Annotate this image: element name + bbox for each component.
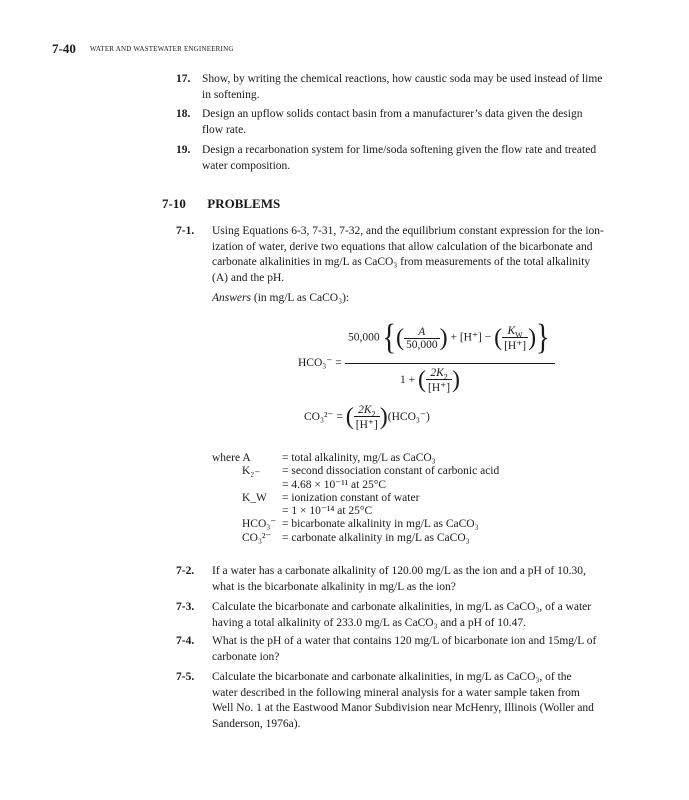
problem-number: 7-5. [176, 671, 195, 683]
objective-line: Show, by writing the chemical reactions, how caustic soda may be used instead of lime [202, 73, 603, 85]
problem-line: Well No. 1 at the Eastwood Manor Subdivision near McHenry, Illinois (Woller and [212, 702, 594, 715]
objective-line: water composition. [202, 159, 291, 172]
problem-line: What is the pH of a water that contains 120 mg/L of bicarbonate ion and 15mg/L of [212, 635, 597, 647]
hco3-equation-numerator: 50,000 {( $\frac{A}{50,000}$ ) + [H⁺] − ( $\frac{K_W}{[H^+]}$ )} [348, 317, 550, 358]
problem-line: carbonate alkalinities in mg/L as CaCO₃ from measurements of the total alkalinity [212, 256, 591, 269]
k2-fraction: $\frac{2K_2}{[H^+]}$ [428, 367, 451, 394]
section-title: PROBLEMS [207, 196, 281, 211]
objective-line: in softening. [202, 88, 260, 101]
section-heading [162, 196, 280, 212]
equation-lhs: CO₃²⁻ = [304, 411, 343, 424]
hco3-equation-lhs [298, 355, 342, 369]
hco3-equation-denominator: 1 + ( $\frac{2K_2}{[H^+]}$ ) [400, 367, 461, 394]
problem-line: If a water has a carbonate alkalinity of 120.00 mg/L as the ion and a pH of 10.30, [212, 565, 586, 577]
page-number: 7-40 [52, 41, 76, 56]
textbook-page: 7-40 WATER AND WASTEWATER ENGINEERING 17. Show, by writing the chemical reactions, how caustic soda may be used instead of lime in softening. 18. Design an upflow solids contact basin from a manufacturer’s data given the design flow rate. 19. Design a recarbonation system for lime/soda softening given the flow rate and treated water composition. 7-10 PROBLEMS 7-1. Using Equations 6-3, 7-31, 7-32, and the equilibrium constant expression for the ion- ization of water, derive two equations that allow calculation of the bicarbonate and carbonate alkalinities in mg/L as CaCO₃ from measurements of the total alkalinity (A) and the pH. Answers (in mg/L as CaCO₃): HCO₃⁻ = 50,000 {( $\frac{A}{50,000}$ ) + [H⁺] − ( $\frac{K_W}{[H^+]}$ )} 1 + ( $\frac{2K_2}{[H^+]}$ ) CO₃²⁻ = ( $\frac{2K_2}{[H^+]}$ )(HCO₃⁻) where A = total alkalinity, mg/L as CaCO₃ K₂₋ = second dissociation constant of carbonic acid = 4.68 × 10⁻¹¹ at 25°C K_W = ionization constant of water = 1 × 10⁻¹⁴ at 25°C HCO₃⁻ = bicarbonate alkalinity in mg/L as CaCO₃ CO₃²⁻ = carbonate alkalinity in mg/L as CaCO₃ 7-2. If a water has a carbonate alkalinity of 120.00 mg/L as the ion and a pH of 10.30, what is the bicarbonate alkalinity in mg/L as the ion? 7-3. Calculate the bicarbonate and carbonate alkalinities, in mg/L as CaCO₃, of a water having a total alkalinity of 233.0 mg/L as CaCO₃ and a pH of 10.47. 7-4. What is the pH of a water that contains 120 mg/L of bicarbonate ion and 15mg/L of carbonate ion? 7-5. Calculate the bicarbonate and carbonate alkalinities, in mg/L as CaCO₃, of the water described in the following mineral analysis for a water sample taken from Well No. 1 at the Eastwood Manor Subdivision near McHenry, Illinois (Woller and Sanderson, 1976a). [0, 0, 689, 800]
problem-number: 7-4. [176, 635, 195, 647]
problem-line: ization of water, derive two equations that allow calculation of the bicarbonate and [212, 240, 593, 253]
alkalinity-fraction: $\frac{A}{50,000}$ [405, 325, 438, 351]
running-title: WATER AND WASTEWATER ENGINEERING [89, 45, 234, 53]
section-number: 7-10 [162, 196, 186, 211]
objective-number: 17. [176, 73, 191, 85]
one-plus: 1 + [400, 374, 416, 387]
problem-line: what is the bicarbonate alkalinity in mg/L as the ion? [212, 580, 456, 593]
problem-line: Sanderson, 1976a). [212, 717, 301, 730]
page-header [52, 40, 234, 58]
problem-line: water described in the following mineral analysis for a water sample taken from [212, 686, 580, 699]
answers-units: (in mg/L as CaCO₃): [253, 292, 350, 304]
objective-number: 19. [176, 144, 191, 156]
problem-number: 7-2. [176, 565, 195, 577]
answers-line [212, 292, 349, 304]
problem-line: (A) and the pH. [212, 271, 285, 284]
coefficient: 50,000 [348, 331, 380, 344]
hco3-term: (HCO₃⁻) [387, 411, 430, 424]
objective-line: flow rate. [202, 123, 247, 136]
problem-line: having a total alkalinity of 233.0 mg/L as CaCO₃ and a pH of 10.47. [212, 616, 527, 629]
problem-line: carbonate ion? [212, 650, 280, 663]
equation-lhs: HCO₃⁻ = [298, 357, 342, 369]
main-fraction-bar [345, 363, 555, 364]
objective-number: 18. [176, 108, 191, 120]
problem-number: 7-3. [176, 601, 195, 613]
co3-equation: CO₃²⁻ = ( $\frac{2K_2}{[H^+]}$ )(HCO₃⁻) [304, 404, 430, 431]
plus-h-term: + [H⁺] − [450, 331, 492, 344]
problem-number: 7-1. [176, 225, 195, 237]
problem-line: Calculate the bicarbonate and carbonate alkalinities, in mg/L as CaCO₃, of the [212, 671, 572, 683]
objective-line: Design a recarbonation system for lime/soda softening given the flow rate and treated [202, 144, 597, 156]
answers-label: Answers [212, 292, 251, 304]
k2-fraction: $\frac{2K_2}{[H^+]}$ [355, 404, 378, 431]
problem-line: Using Equations 6-3, 7-31, 7-32, and the equilibrium constant expression for the ion- [212, 225, 604, 237]
problem-line: Calculate the bicarbonate and carbonate alkalinities, in mg/L as CaCO₃, of a water [212, 601, 592, 613]
objective-line: Design an upflow solids contact basin from a manufacturer’s data given the design [202, 108, 583, 120]
kw-fraction: $\frac{K_W}{[H^+]}$ [504, 324, 527, 352]
